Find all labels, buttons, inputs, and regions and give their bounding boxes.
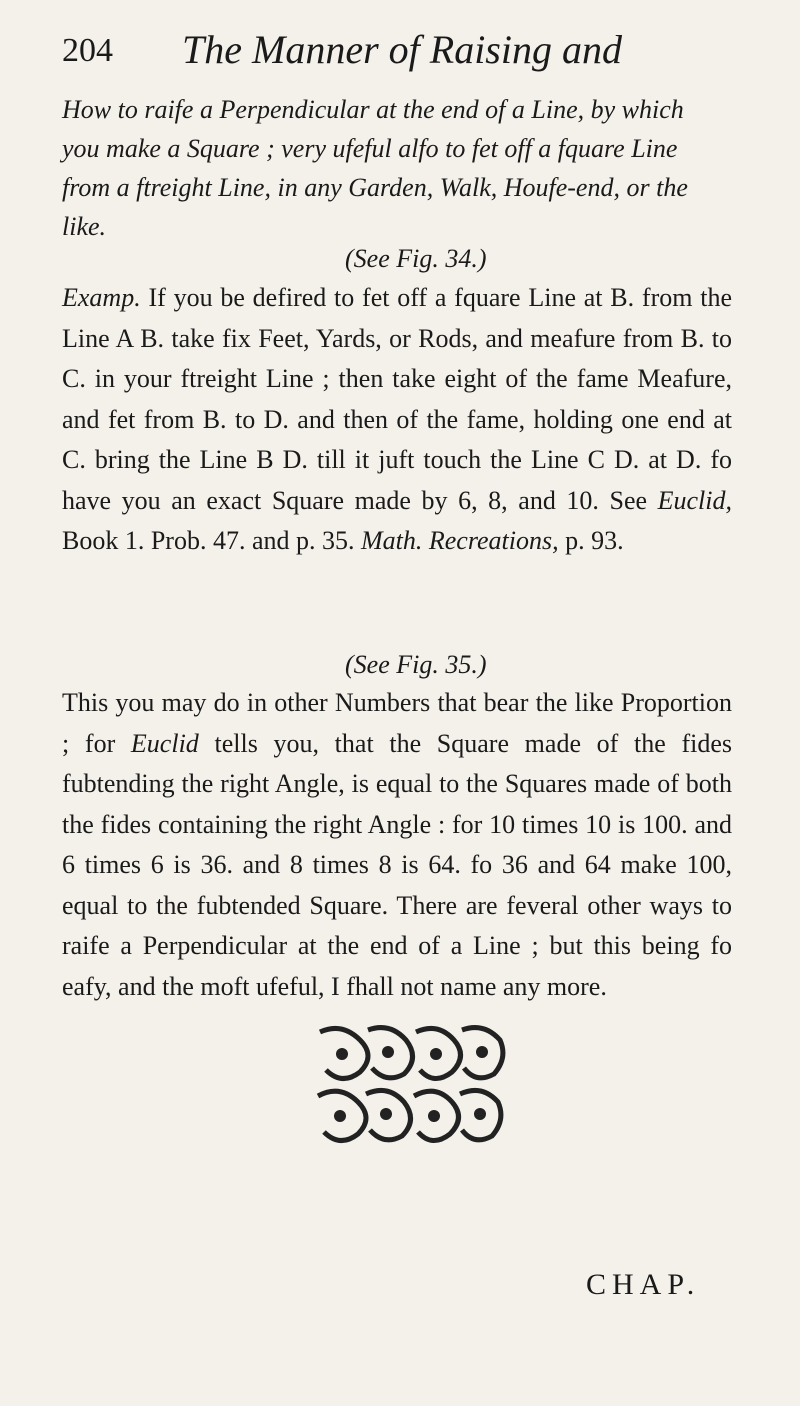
paragraph-text: If you be defired to fet off a fquare Line at B. from the Line A B. take fix Feet, Yards, or Rods, and meafure from B. to C. in your ftreight Line ; then take eight of the fame Meafure, and fet from B. to D. and then of the fame, holding one end at C. bring the Line B D. till it juft touch the Line C D. at D. fo have you an exact Square made by 6, 8, and 10. See <box>62 283 732 515</box>
page-number: 204 <box>62 32 113 69</box>
paragraph-text: p. 93. <box>558 526 624 555</box>
decorative-ornament <box>312 1022 508 1152</box>
catchword: CHAP. <box>586 1268 701 1301</box>
figure-reference-35: (See Fig. 35.) <box>345 650 487 679</box>
figure-reference-34: (See Fig. 34.) <box>345 244 487 273</box>
euclid-reference: Euclid <box>130 728 199 758</box>
page-header <box>62 14 722 84</box>
paragraph-text: Book 1. Prob. 47. and p. 35. <box>62 526 361 555</box>
example-label: Examp. <box>62 283 141 312</box>
euclid-reference: Euclid, <box>657 485 732 515</box>
running-head: The Manner of Raising and <box>182 27 622 72</box>
paragraph-text: This you may do in other Numbers that bear the like Proportion ; for <box>62 688 732 758</box>
paragraph-proportion <box>62 683 732 1007</box>
section-heading: How to raife a Perpendicular at the end of a Line, by which you make a Square ; very ufeful alfo to fet off a fquare Line from a ftreight Line, in any Garden, Walk, Houfe-end, or the like. <box>62 95 688 241</box>
paragraph-example <box>62 278 732 562</box>
math-recreations-reference: Math. Recreations, <box>361 526 559 555</box>
paragraph-text: tells you, that the Square made of the fides fubtending the right Angle, is equal to the Squares made of both the fides containing the right Angle : for 10 times 10 is 100. and 6 times 6 is 36. and 8 times 8 is 64. fo 36 and 64 make 100, equal to the fubtended Square. There are feveral other ways to raife a Perpendicular at the end of a Line ; but this being fo eafy, and the moft ufeful, I fhall not name any more. <box>62 728 733 1001</box>
